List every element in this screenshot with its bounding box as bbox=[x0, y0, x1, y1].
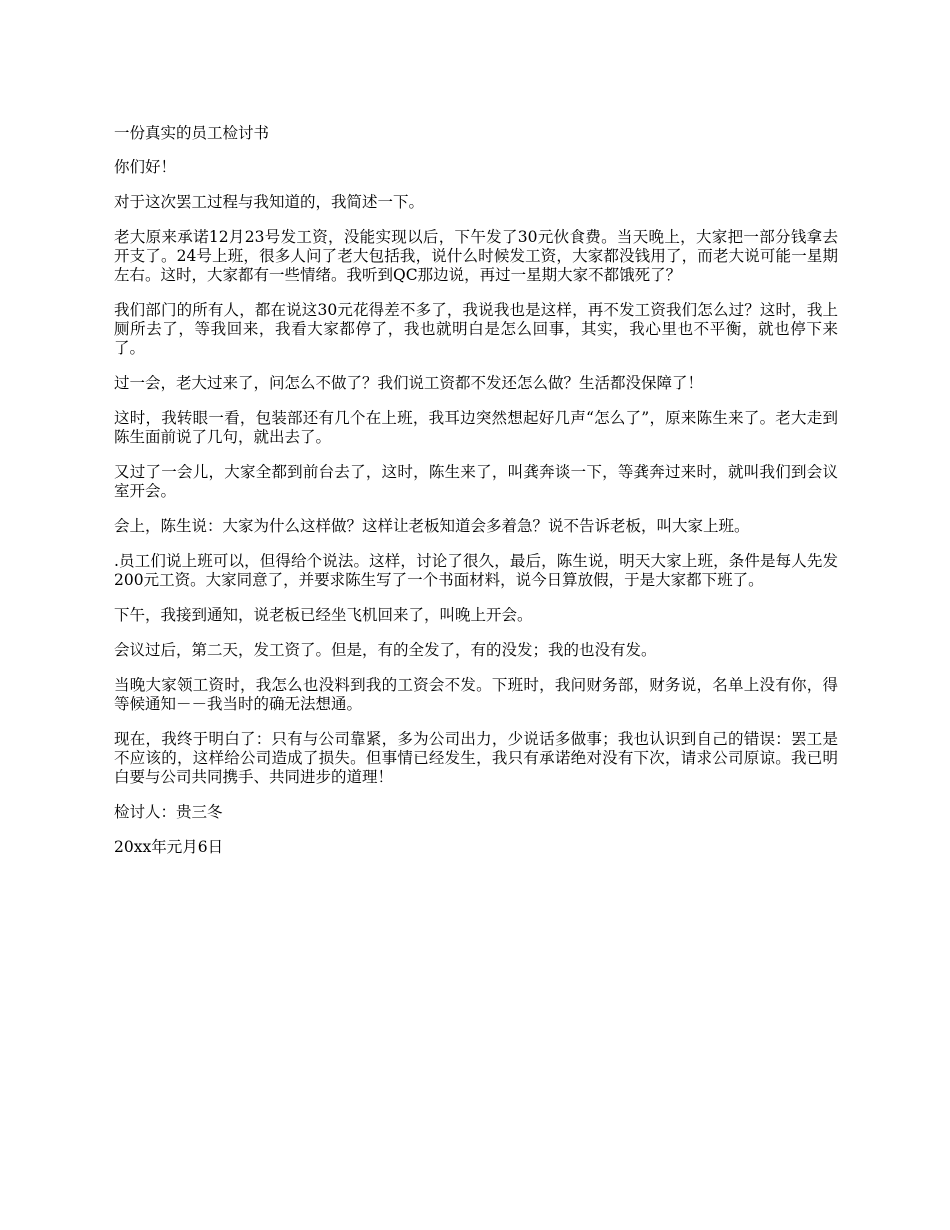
document-title: 一份真实的员工检讨书 bbox=[114, 124, 270, 142]
paragraph-body: 下午，我接到通知，说老板已经坐飞机回来了，叫晚上开会。 bbox=[114, 606, 533, 624]
paragraph-intro: 对于这次罢工过程与我知道的，我简述一下。 bbox=[114, 193, 425, 211]
paragraph-body: 会上，陈生说：大家为什么这样做？这样让老板知道会多着急？说不告诉老板，叫大家上班。 bbox=[114, 517, 750, 535]
signature-line: 检讨人：贵三冬 bbox=[114, 803, 223, 821]
paragraph-body: 又过了一会儿，大家全都到前台去了，这时，陈生来了，叫龚奔谈一下，等龚奔过来时，就叫我们到会议室开会。 bbox=[114, 463, 838, 500]
date-line: 20xx年元月6日 bbox=[114, 838, 224, 856]
paragraph-body: 当晚大家领工资时，我怎么也没料到我的工资会不发。下班时，我问财务部，财务说，名单上没有你，得等候通知－－我当时的确无法想通。 bbox=[114, 676, 838, 713]
paragraph-conclusion: 现在，我终于明白了：只有与公司靠紧，多为公司出力，少说话多做事；我也认识到自己的错误：罢工是不应该的，这样给公司造成了损失。但事情已经发生，我只有承诺绝对没有下次，请求公司原谅。我已明白要与公司共同携手、共同进步的道理！ bbox=[114, 730, 838, 786]
paragraph-body: 我们部门的所有人，都在说这30元花得差不多了，我说我也是这样，再不发工资我们怎么过？这时，我上厕所去了，等我回来，我看大家都停了，我也就明白是怎么回事，其实，我心里也不平衡，就也停下来了。 bbox=[114, 301, 838, 357]
paragraph-body: 这时，我转眼一看，包装部还有几个在上班，我耳边突然想起好几声“怎么了”，原来陈生来了。老大走到陈生面前说了几句，就出去了。 bbox=[114, 409, 838, 446]
paragraph-greeting: 你们好！ bbox=[114, 158, 177, 176]
paragraph-body: .员工们说上班可以，但得给个说法。这样，讨论了很久，最后，陈生说，明天大家上班，条件是每人先发200元工资。大家同意了，并要求陈生写了一个书面材料，说今日算放假，于是大家都下班了。 bbox=[114, 552, 838, 589]
paragraph-body: 过一会，老大过来了，问怎么不做了？我们说工资都不发还怎么做？生活都没保障了！ bbox=[114, 374, 704, 392]
paragraph-body: 会议过后，第二天，发工资了。但是，有的全发了，有的没发；我的也没有发。 bbox=[114, 641, 657, 659]
document-page bbox=[114, 124, 838, 873]
paragraph-body: 老大原来承诺12月23号发工资，没能实现以后，下午发了30元伙食费。当天晚上，大家把一部分钱拿去开支了。24号上班，很多人问了老大包括我，说什么时候发工资，大家都没钱用了，而老大说可能一星期左右。这时，大家都有一些情绪。我听到QC那边说，再过一星期大家不都饿死了？ bbox=[114, 228, 838, 284]
